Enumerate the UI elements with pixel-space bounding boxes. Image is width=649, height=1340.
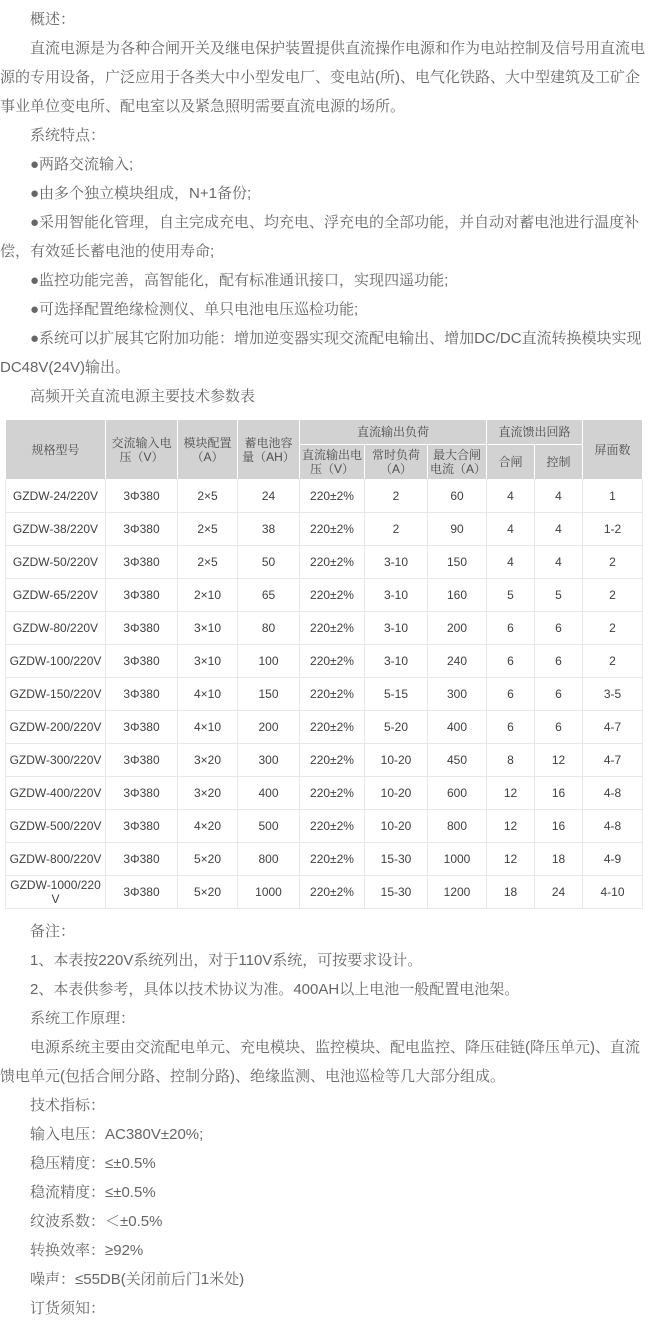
table-cell: 4-7	[583, 744, 643, 777]
table-cell: 200	[238, 711, 300, 744]
table-cell: 1000	[428, 843, 487, 876]
principle-paragraph: 电源系统主要由交流配电单元、充电模块、监控模块、配电监控、降压硅链(降压单元)、直流馈电单元(包括合闸分路、控制分路)、绝缘监测、电池巡检等几大部分组成。	[0, 1039, 640, 1085]
table-cell: 600	[428, 777, 487, 810]
table-cell: 220±2%	[300, 546, 365, 579]
table-cell: 2	[365, 513, 428, 546]
indicator-item: 噪声：≤55DB(关闭前后门1米处)	[30, 1271, 245, 1288]
table-header-module-config: 模块配置（A）	[178, 420, 238, 480]
table-cell: 18	[487, 876, 535, 909]
table-cell: 220±2%	[300, 744, 365, 777]
table-cell: 2	[583, 612, 643, 645]
table-cell: 3Φ380	[106, 480, 178, 513]
table-cell: 5	[535, 579, 583, 612]
table-cell: 18	[535, 843, 583, 876]
table-cell: GZDW-300/220V	[6, 744, 106, 777]
table-cell: 160	[428, 579, 487, 612]
table-cell: 5-15	[365, 678, 428, 711]
table-cell: 220±2%	[300, 678, 365, 711]
table-row	[6, 843, 643, 876]
table-cell: GZDW-80/220V	[6, 612, 106, 645]
overview-heading: 概述：	[30, 11, 76, 28]
table-cell: 8	[487, 744, 535, 777]
table-cell: GZDW-500/220V	[6, 810, 106, 843]
table-cell: 3-10	[365, 546, 428, 579]
table-cell: 6	[487, 678, 535, 711]
table-cell: 450	[428, 744, 487, 777]
table-cell: 4	[487, 480, 535, 513]
overview-paragraph: 直流电源是为各种合闸开关及继电保护装置提供直流操作电源和作为电站控制及信号用直流电源的专用设备，广泛应用于各类大中小型发电厂、变电站(所)、电气化铁路、大中型建筑及工矿企事业单位变电所、配电室以及紧急照明需要直流电源的场所。	[0, 40, 646, 115]
table-cell: 4	[487, 546, 535, 579]
table-cell: 1000	[238, 876, 300, 909]
table-cell: 200	[428, 612, 487, 645]
table-cell: 15-30	[365, 843, 428, 876]
table-row	[6, 678, 643, 711]
table-cell: 12	[535, 744, 583, 777]
ordering-heading: 订货须知：	[30, 1300, 106, 1317]
table-cell: 3×20	[178, 777, 238, 810]
table-cell: 3Φ380	[106, 777, 178, 810]
table-cell: 100	[238, 645, 300, 678]
parameters-table	[5, 419, 643, 909]
note-item: 2、本表供参考，具体以技术协议为准。400AH以上电池一般配置电池架。	[30, 981, 520, 998]
table-cell: GZDW-400/220V	[6, 777, 106, 810]
table-cell: 2	[583, 546, 643, 579]
table-cell: 4×10	[178, 678, 238, 711]
table-cell: 150	[428, 546, 487, 579]
table-cell: 38	[238, 513, 300, 546]
table-header-row-groups	[6, 420, 643, 445]
indicators-heading: 技术指标：	[30, 1097, 106, 1114]
table-cell: 220±2%	[300, 777, 365, 810]
table-cell: 6	[535, 678, 583, 711]
parameters-table-body	[6, 480, 643, 909]
table-cell: GZDW-100/220V	[6, 645, 106, 678]
table-cell: 6	[487, 612, 535, 645]
indicator-item: 输入电压：AC380V±20%;	[30, 1126, 204, 1143]
indicator-item: 稳压精度：≤±0.5%	[30, 1155, 156, 1172]
table-cell: 24	[535, 876, 583, 909]
table-cell: 2×5	[178, 513, 238, 546]
table-header-control: 控制	[535, 445, 583, 480]
table-header-dc-output-voltage: 直流输出电压（V）	[300, 445, 365, 480]
table-cell: 3Φ380	[106, 810, 178, 843]
table-cell: 240	[428, 645, 487, 678]
table-cell: 4-9	[583, 843, 643, 876]
table-cell: 220±2%	[300, 711, 365, 744]
table-cell: 10-20	[365, 744, 428, 777]
table-cell: GZDW-150/220V	[6, 678, 106, 711]
features-heading: 系统特点：	[30, 127, 106, 144]
table-header-spec-model: 规格型号	[6, 420, 106, 480]
table-cell: 3Φ380	[106, 645, 178, 678]
table-cell: 4×20	[178, 810, 238, 843]
table-cell: 3Φ380	[106, 612, 178, 645]
table-cell: GZDW-200/220V	[6, 711, 106, 744]
table-cell: 5	[487, 579, 535, 612]
table-cell: 16	[535, 777, 583, 810]
indicator-item: 稳流精度：≤±0.5%	[30, 1184, 156, 1201]
table-cell: 800	[428, 810, 487, 843]
table-row	[6, 645, 643, 678]
table-cell: 4	[535, 513, 583, 546]
feature-item: ●可选择配置绝缘检测仪、单只电池电压巡检功能;	[30, 301, 359, 318]
feature-item: ●两路交流输入;	[30, 156, 134, 173]
table-cell: 220±2%	[300, 579, 365, 612]
table-header-battery-capacity: 蓄电池容量（AH）	[238, 420, 300, 480]
table-cell: GZDW-38/220V	[6, 513, 106, 546]
table-cell: 2×5	[178, 546, 238, 579]
table-cell: 80	[238, 612, 300, 645]
table-row	[6, 513, 643, 546]
table-cell: 3Φ380	[106, 876, 178, 909]
table-cell: 150	[238, 678, 300, 711]
table-cell: 50	[238, 546, 300, 579]
table-cell: 400	[428, 711, 487, 744]
table-cell: 4-7	[583, 711, 643, 744]
table-cell: 1	[583, 480, 643, 513]
table-cell: 300	[428, 678, 487, 711]
table-row	[6, 810, 643, 843]
table-group-dc-output-load: 直流输出负荷	[300, 420, 487, 445]
table-cell: 6	[487, 711, 535, 744]
table-header-max-closing-current: 最大合闸电流（A）	[428, 445, 487, 480]
table-cell: 3Φ380	[106, 744, 178, 777]
table-cell: 2×10	[178, 579, 238, 612]
table-row	[6, 546, 643, 579]
table-cell: 500	[238, 810, 300, 843]
indicator-item: 纹波系数：＜±0.5%	[30, 1213, 163, 1230]
table-cell: 3-10	[365, 645, 428, 678]
table-cell: 6	[487, 645, 535, 678]
table-cell: 220±2%	[300, 612, 365, 645]
table-cell: 5-20	[365, 711, 428, 744]
table-cell: 3-10	[365, 579, 428, 612]
table-header-closing: 合闸	[487, 445, 535, 480]
table-cell: 2×5	[178, 480, 238, 513]
table-cell: 2	[583, 645, 643, 678]
table-cell: 400	[238, 777, 300, 810]
table-row	[6, 612, 643, 645]
table-cell: 4-10	[583, 876, 643, 909]
table-cell: 220±2%	[300, 876, 365, 909]
note-item: 1、本表按220V系统列出，对于110V系统，可按要求设计。	[30, 952, 423, 969]
table-cell: 220±2%	[300, 513, 365, 546]
table-cell: 4-8	[583, 810, 643, 843]
table-cell: 3-5	[583, 678, 643, 711]
table-cell: 90	[428, 513, 487, 546]
table-cell: 4	[535, 480, 583, 513]
table-cell: 6	[535, 612, 583, 645]
table-header-ac-input-voltage: 交流输入电压（V）	[106, 420, 178, 480]
table-cell: 3Φ380	[106, 579, 178, 612]
table-cell: 3Φ380	[106, 711, 178, 744]
table-cell: GZDW-50/220V	[6, 546, 106, 579]
table-cell: 4	[535, 546, 583, 579]
table-row	[6, 579, 643, 612]
table-cell: 1200	[428, 876, 487, 909]
table-cell: GZDW-24/220V	[6, 480, 106, 513]
table-cell: 220±2%	[300, 645, 365, 678]
table-cell: 60	[428, 480, 487, 513]
table-cell: 12	[487, 810, 535, 843]
table-row	[6, 711, 643, 744]
table-cell: 220±2%	[300, 843, 365, 876]
indicator-item: 转换效率：≥92%	[30, 1242, 144, 1259]
table-cell: 3Φ380	[106, 513, 178, 546]
table-cell: 5×20	[178, 843, 238, 876]
table-header-panel-count: 屏面数	[583, 420, 643, 480]
table-cell: 1-2	[583, 513, 643, 546]
notes-heading: 备注：	[30, 923, 76, 940]
table-cell: GZDW-1000/220V	[6, 876, 106, 909]
table-row	[6, 480, 643, 513]
table-cell: 15-30	[365, 876, 428, 909]
table-cell: 6	[535, 711, 583, 744]
table-cell: 3×20	[178, 744, 238, 777]
table-cell: 10-20	[365, 777, 428, 810]
table-row	[6, 777, 643, 810]
table-cell: GZDW-65/220V	[6, 579, 106, 612]
table-cell: 3×10	[178, 645, 238, 678]
table-cell: GZDW-800/220V	[6, 843, 106, 876]
feature-item: ●由多个独立模块组成，N+1备份;	[30, 185, 252, 202]
table-cell: 3Φ380	[106, 546, 178, 579]
table-cell: 220±2%	[300, 480, 365, 513]
feature-item: ●监控功能完善，高智能化，配有标准通讯接口，实现四遥功能;	[30, 272, 449, 289]
table-cell: 300	[238, 744, 300, 777]
table-cell: 220±2%	[300, 810, 365, 843]
principle-heading: 系统工作原理：	[30, 1010, 136, 1027]
table-cell: 24	[238, 480, 300, 513]
table-cell: 4-8	[583, 777, 643, 810]
table-cell: 6	[535, 645, 583, 678]
table-cell: 3-10	[365, 612, 428, 645]
table-cell: 800	[238, 843, 300, 876]
table-cell: 4	[487, 513, 535, 546]
table-row	[6, 744, 643, 777]
feature-item: ●系统可以扩展其它附加功能：增加逆变器实现交流配电输出、增加DC/DC直流转换模块实现DC48V(24V)输出。	[0, 330, 642, 376]
table-cell: 5×20	[178, 876, 238, 909]
table-cell: 10-20	[365, 810, 428, 843]
table-cell: 2	[583, 579, 643, 612]
table-cell: 3Φ380	[106, 678, 178, 711]
table-cell: 2	[365, 480, 428, 513]
table-title: 高频开关直流电源主要技术参数表	[30, 388, 256, 405]
table-cell: 3×10	[178, 612, 238, 645]
table-cell: 65	[238, 579, 300, 612]
table-cell: 16	[535, 810, 583, 843]
table-header-normal-load: 常时负荷（A）	[365, 445, 428, 480]
table-cell: 12	[487, 843, 535, 876]
table-cell: 4×10	[178, 711, 238, 744]
table-group-dc-feed-loop: 直流馈出回路	[487, 420, 583, 445]
table-row	[6, 876, 643, 909]
table-cell: 3Φ380	[106, 843, 178, 876]
table-cell: 12	[487, 777, 535, 810]
feature-item: ●采用智能化管理，自主完成充电、均充电、浮充电的全部功能，并自动对蓄电池进行温度补偿，有效延长蓄电池的使用寿命;	[0, 214, 640, 260]
